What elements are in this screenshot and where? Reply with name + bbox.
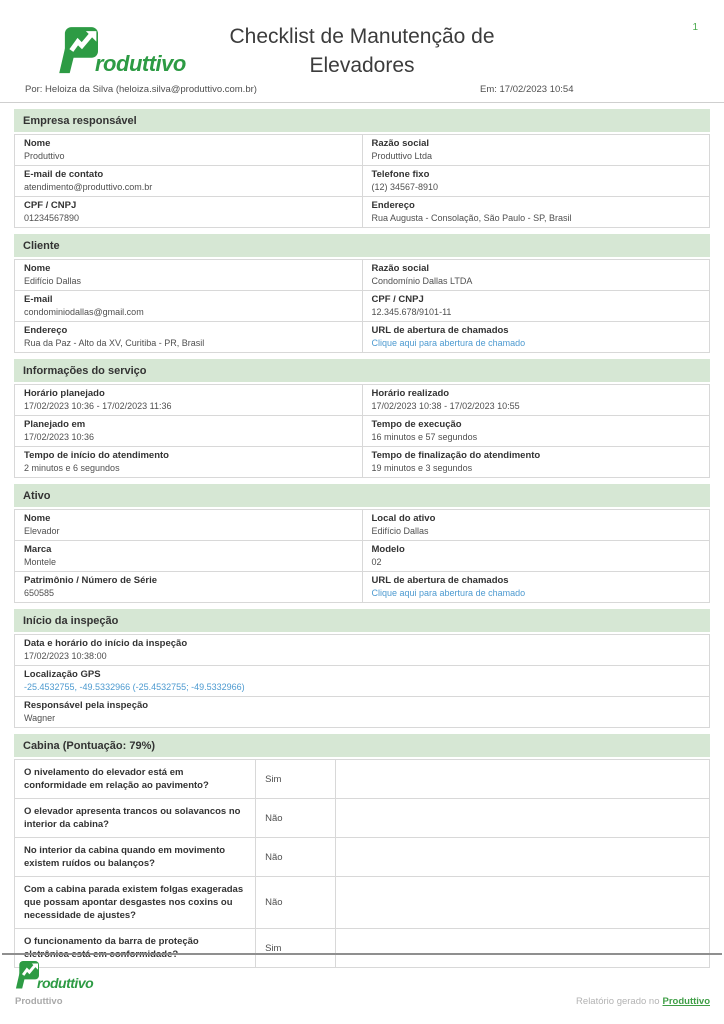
footer-divider xyxy=(2,953,722,955)
field-cell xyxy=(362,260,710,291)
field-cell xyxy=(362,510,710,541)
author-line: Por: Heloiza da Silva (heloiza.silva@produttivo.com.br) xyxy=(25,84,257,95)
sections xyxy=(14,103,710,968)
field-label: Responsável pela inspeção xyxy=(24,700,149,711)
field-value: 650585 xyxy=(24,588,55,598)
question-row xyxy=(15,799,710,838)
field-cell xyxy=(15,572,363,603)
answer-value: Não xyxy=(256,838,336,877)
answer-notes xyxy=(336,838,710,877)
field-row xyxy=(15,260,710,291)
field-label: URL de abertura de chamados xyxy=(371,575,509,586)
field-row xyxy=(15,510,710,541)
page-number: 1 xyxy=(692,22,698,33)
field-value: Produttivo Ltda xyxy=(371,151,433,161)
field-value: 16 minutos e 57 segundos xyxy=(371,432,478,442)
field-cell xyxy=(15,197,363,228)
field-cell xyxy=(362,197,710,228)
section-ativo xyxy=(14,484,710,603)
field-cell xyxy=(15,135,363,166)
generated-by xyxy=(576,996,710,1007)
question-row xyxy=(15,877,710,929)
field-cell xyxy=(362,322,710,353)
field-label: Nome xyxy=(24,138,51,149)
question-text: Com a cabina parada existem folgas exageradas que possam apontar desgastes nos coxins ou necessidade de ajustes? xyxy=(15,877,256,929)
section-table-empresa-responsavel xyxy=(14,134,710,228)
page-title-line2: Elevadores xyxy=(309,54,415,77)
field-row xyxy=(15,697,710,728)
field-row xyxy=(15,322,710,353)
field-cell xyxy=(15,697,710,728)
field-cell xyxy=(15,666,710,697)
produttivo-link[interactable]: Produttivo xyxy=(662,996,710,1007)
section-header-cliente: Cliente xyxy=(14,234,710,257)
section-table-cliente xyxy=(14,259,710,353)
field-row xyxy=(15,447,710,478)
produttivo-logo-icon xyxy=(56,27,98,74)
field-value: 17/02/2023 10:36 xyxy=(24,432,95,442)
field-value: Montele xyxy=(24,557,57,567)
answer-notes xyxy=(336,799,710,838)
field-cell xyxy=(15,322,363,353)
footer-produttivo-logo xyxy=(14,961,93,989)
field-value: Edifício Dallas xyxy=(24,276,82,286)
field-cell xyxy=(362,447,710,478)
field-link[interactable]: -25.4532755, -49.5332966 (-25.4532755; -49.5332966) xyxy=(24,682,245,692)
field-cell xyxy=(15,260,363,291)
field-cell xyxy=(362,385,710,416)
field-cell xyxy=(362,135,710,166)
field-label: URL de abertura de chamados xyxy=(371,325,509,336)
answer-notes xyxy=(336,760,710,799)
field-value: 02 xyxy=(371,557,382,567)
field-value: Condomínio Dallas LTDA xyxy=(371,276,473,286)
section-inicio-da-inspecao xyxy=(14,609,710,728)
field-cell xyxy=(15,541,363,572)
field-row xyxy=(15,416,710,447)
question-row xyxy=(15,760,710,799)
field-label: Tempo de início do atendimento xyxy=(24,450,169,461)
section-header-empresa-responsavel: Empresa responsável xyxy=(14,109,710,132)
field-label: Marca xyxy=(24,544,52,555)
generated-by-prefix: Relatório gerado no xyxy=(576,996,660,1007)
field-row xyxy=(15,166,710,197)
question-row xyxy=(15,838,710,877)
section-header-inicio-da-inspecao: Início da inspeção xyxy=(14,609,710,632)
field-cell xyxy=(362,572,710,603)
produttivo-logo-text: roduttivo xyxy=(37,975,94,991)
produttivo-logo-text: roduttivo xyxy=(95,51,186,76)
field-cell xyxy=(15,416,363,447)
field-row xyxy=(15,385,710,416)
field-row xyxy=(15,666,710,697)
field-cell xyxy=(15,166,363,197)
page-title-line1: Checklist de Manutenção de xyxy=(229,25,495,48)
field-row xyxy=(15,635,710,666)
field-label: Horário planejado xyxy=(24,388,105,399)
field-label: Data e horário do início da inspeção xyxy=(24,638,188,649)
field-label: Horário realizado xyxy=(371,388,450,399)
field-label: Razão social xyxy=(371,138,430,149)
field-value: condominiodallas@gmail.com xyxy=(24,307,144,317)
field-value: Rua Augusta - Consolação, São Paulo - SP, Brasil xyxy=(371,213,572,223)
question-text: O funcionamento da barra de proteção eletrônica está em conformidade? xyxy=(15,929,256,968)
field-label: E-mail de contato xyxy=(24,169,104,180)
footer-company-name: Produttivo xyxy=(15,996,63,1007)
field-link[interactable]: Clique aqui para abertura de chamado xyxy=(371,338,526,348)
field-value: 19 minutos e 3 segundos xyxy=(371,463,473,473)
field-label: Local do ativo xyxy=(371,513,436,524)
field-cell xyxy=(15,385,363,416)
field-row xyxy=(15,541,710,572)
field-value: 2 minutos e 6 segundos xyxy=(24,463,120,473)
section-table-cabina xyxy=(14,759,710,968)
field-value: 17/02/2023 10:36 - 17/02/2023 11:36 xyxy=(24,401,172,411)
section-header-informacoes-do-servico: Informações do serviço xyxy=(14,359,710,382)
answer-value: Não xyxy=(256,799,336,838)
field-cell xyxy=(362,291,710,322)
field-value: atendimento@produttivo.com.br xyxy=(24,182,153,192)
field-label: Modelo xyxy=(371,544,405,555)
report-footer xyxy=(0,953,724,1024)
field-value: (12) 34567-8910 xyxy=(371,182,439,192)
field-label: Patrimônio / Número de Série xyxy=(24,575,158,586)
field-label: Localização GPS xyxy=(24,669,101,680)
field-value: Elevador xyxy=(24,526,60,536)
field-value: Rua da Paz - Alto da XV, Curitiba - PR, Brasil xyxy=(24,338,205,348)
section-empresa-responsavel xyxy=(14,109,710,228)
question-text: No interior da cabina quando em movimento existem ruídos ou balanços? xyxy=(15,838,256,877)
field-cell xyxy=(15,291,363,322)
field-row xyxy=(15,291,710,322)
field-label: CPF / CNPJ xyxy=(371,294,424,305)
field-label: Telefone fixo xyxy=(371,169,430,180)
field-cell xyxy=(362,541,710,572)
field-label: Endereço xyxy=(371,200,415,211)
section-table-informacoes-do-servico xyxy=(14,384,710,478)
section-header-cabina: Cabina (Pontuação: 79%) xyxy=(14,734,710,757)
field-value: 17/02/2023 10:38 - 17/02/2023 10:55 xyxy=(371,401,520,411)
field-label: Tempo de execução xyxy=(371,419,462,430)
section-cabina xyxy=(14,734,710,968)
section-table-ativo xyxy=(14,509,710,603)
field-label: Nome xyxy=(24,263,51,274)
generated-at: Em: 17/02/2023 10:54 xyxy=(480,84,574,95)
section-header-ativo: Ativo xyxy=(14,484,710,507)
report-meta xyxy=(25,84,710,95)
field-cell xyxy=(362,166,710,197)
question-text: O elevador apresenta trancos ou solavancos no interior da cabina? xyxy=(15,799,256,838)
page-title xyxy=(120,22,604,80)
answer-value: Sim xyxy=(256,929,336,968)
field-value: Produttivo xyxy=(24,151,65,161)
answer-notes xyxy=(336,877,710,929)
field-label: Tempo de finalização do atendimento xyxy=(371,450,541,461)
field-value: 17/02/2023 10:38:00 xyxy=(24,651,107,661)
field-cell xyxy=(15,510,363,541)
field-value: 12.345.678/9101-11 xyxy=(371,307,452,317)
field-cell xyxy=(15,635,710,666)
field-label: Nome xyxy=(24,513,51,524)
field-value: Edifício Dallas xyxy=(371,526,429,536)
produttivo-logo-icon xyxy=(14,961,39,989)
field-row xyxy=(15,135,710,166)
section-informacoes-do-servico xyxy=(14,359,710,478)
answer-value: Não xyxy=(256,877,336,929)
field-label: Razão social xyxy=(371,263,430,274)
section-cliente xyxy=(14,234,710,353)
field-cell xyxy=(15,447,363,478)
field-label: CPF / CNPJ xyxy=(24,200,77,211)
question-text: O nivelamento do elevador está em conformidade em relação ao pavimento? xyxy=(15,760,256,799)
field-cell xyxy=(362,416,710,447)
section-table-inicio-da-inspecao xyxy=(14,634,710,728)
field-label: Planejado em xyxy=(24,419,86,430)
field-value: 01234567890 xyxy=(24,213,80,223)
answer-value: Sim xyxy=(256,760,336,799)
field-label: Endereço xyxy=(24,325,68,336)
field-row xyxy=(15,572,710,603)
field-label: E-mail xyxy=(24,294,53,305)
field-link[interactable]: Clique aqui para abertura de chamado xyxy=(371,588,526,598)
field-row xyxy=(15,197,710,228)
field-value: Wagner xyxy=(24,713,56,723)
